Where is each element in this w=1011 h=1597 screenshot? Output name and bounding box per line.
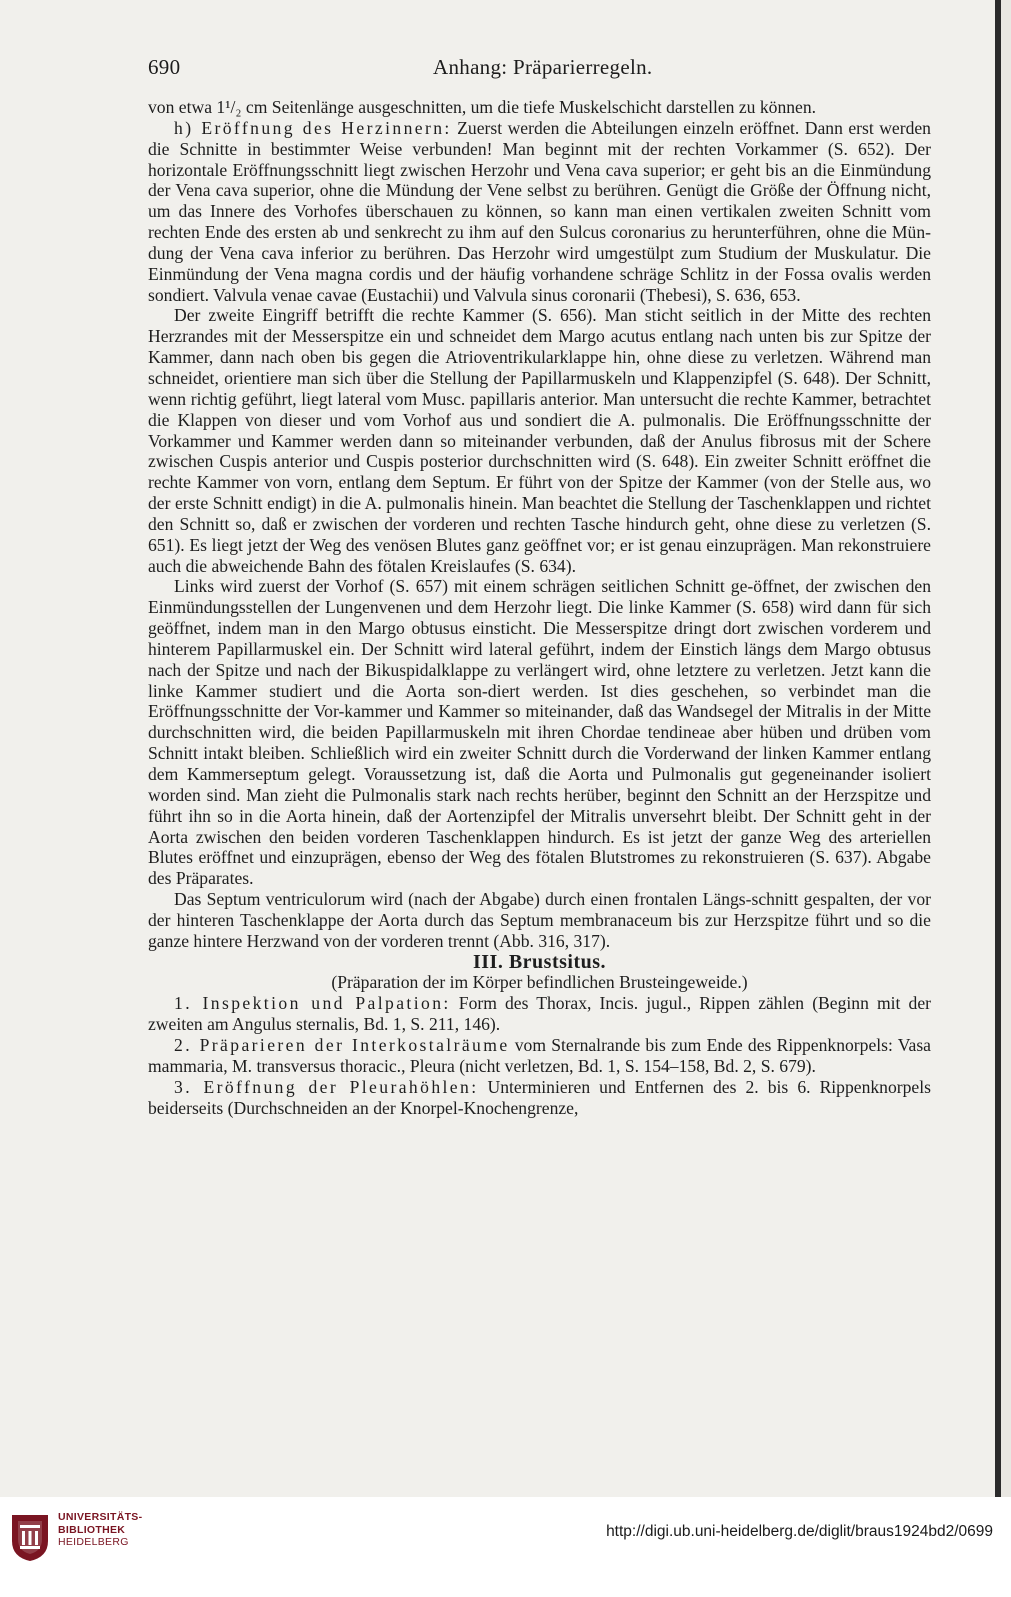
list-item-text: vom Sternalrande bis zum Ende des Rippenknorpels: Vasa mammaria, M. transversus thoracic., Pleura (nicht verletzen, Bd. 1, S. 154–158, Bd. 2, S. 679). — [148, 1034, 931, 1076]
logo-line: BIBLIOTHEK — [58, 1523, 126, 1536]
section-heading: III. Brustsitus. — [472, 950, 607, 973]
logo-line: HEIDELBERG — [58, 1536, 129, 1548]
list-item-text: Form des Thorax, Incis. jugul., Rippen zählen (Beginn mit der zweiten am Angulus sternalis, Bd. 1, S. 211, 146). — [148, 993, 931, 1035]
library-logo-text — [58, 1511, 142, 1549]
paragraph-lead: h) Eröffnung des Herzinnern: — [174, 117, 452, 138]
paragraph: Links wird zuerst der Vorhof (S. 657) mit einem schrägen seitlichen Schnitt ge-öffnet, der zwischen den Einmündungsstellen der Lungenvenen und dem Herzohr liegt. Die linke Kammer (S. 658) wird dann für sich geöffnet, indem man in den Margo obtusus einsticht. Die Messerspitze dringt dort zwischen vorderem und hinterem Papillarmuskel ein. Der Schnitt wird lateral geführt, indem der Einstich längs dem Margo obtusus nach der Spitze und nach der Bikuspidalklappe zu verlängert wird, ohne letztere zu verletzen. Jetzt kann die linke Kammer studiert und die Aorta son-diert werden. Ist dies geschehen, so verbindet man die Eröffnungsschnitte der Vor-kammer und Kammer so miteinander, daß das Wandsegel der Mitralis in der Mitte durchschnitten wird, die beiden Papillarmuskeln mit ihren Chordae tendineae aber hüben und drüben vom Schnitt intakt bleiben. Schließlich wird ein zweiter Schnitt durch die Vorderwand der linken Kammer entlang dem Kammerseptum gelegt. Voraussetzung ist, daß die Aorta und Pulmonalis gut gegeneinander isoliert worden sind. Man zieht die Pulmonalis stark nach rechts herüber, beginnt den Schnitt an der Herzspitze und führt ihn so in die Aorta hinein, daß der Aortenzipfel der Mitralis unversehrt bleibt. Der Schnitt geht in der Aorta zwischen den beiden vorderen Taschenklappen hindurch. Es ist jetzt der ganze Weg des arteriellen Blutes eröffnet und einzuprägen, ebenso der Weg des fötalen Blutstromes zu rekonstruieren (S. 637). Abgabe des Präparates. — [148, 576, 931, 889]
page-body — [148, 97, 931, 1118]
list-item-lead: 2. Präparieren der Interkostalräume — [174, 1034, 510, 1055]
source-url-link[interactable]: http://digi.ub.uni-heidelberg.de/diglit/braus1924bd2/0699 — [606, 1523, 993, 1540]
paragraph-text: Zuerst werden die Abteilungen einzeln eröffnet. Dann erst werden die Schnitte in bestimmter Weise verbunden! Man beginnt mit der rechten Vorkammer (S. 652). Der horizontale Eröffnungsschnitt liegt zwischen Herzohr und Vena cava superior; er geht bis an die Einmündung der Vena cava superior, ohne die Mündung der Vene selbst zu berühren. Genügt die Größe der Öffnung nicht, um das Innere des Vorhofes überschauen zu können, so kann man einen vertikalen zweiten Schnitt vom rechten Ende des ersten ab und senkrecht zu ihm auf den Sulcus coronarius zu herunterführen, ohne die Mün-dung der Vena cava inferior zu berühren. Das Herzohr wird umgestülpt zum Studium der Muskulatur. Die Einmündung der Vena magna cordis und der häufig vorhandene schräge Schlitz in der Fossa ovalis werden sondiert. Valvula venae cavae (Eustachii) und Valvula sinus coronarii (Thebesi), S. 636, 653. — [148, 117, 931, 305]
list-item-lead: 3. Eröffnung der Pleurahöhlen: — [174, 1076, 479, 1097]
paragraph — [148, 118, 931, 306]
list-item — [148, 1035, 931, 1077]
paragraph: Der zweite Eingriff betrifft die rechte Kammer (S. 656). Man sticht seitlich in der Mitte des rechten Herzrandes mit der Messerspitze ein und schneidet dem Margo acutus entlang nach unten bis zur Spitze der Kammer, dann nach oben bis gegen die Atrioventrikularklappe hin, ohne diese zu verletzen. Während man schneidet, orientiere man sich über die Stellung der Papillarmuskeln und Klappenzipfel (S. 648). Der Schnitt, wenn richtig geführt, liegt lateral vom Musc. papillaris anterior. Man untersucht die rechte Kammer, betrachtet die Klappen von dieser und vom Vorhof aus und sondiert die A. pulmonalis. Die Eröffnungsschnitte der Vorkammer und Kammer werden dann so miteinander verbunden, daß der Anulus fibrosus mit der Schere zwischen Cuspis anterior und Cuspis posterior durchschnitten wird (S. 648). Ein zweiter Schnitt eröffnet die rechte Kammer von vorn, entlang dem Septum. Er führt von der Spitze der Kammer (von der Stelle aus, wo der erste Schnitt endigt) in die A. pulmonalis hinein. Man beachtet die Stellung der Taschenklappen und richtet den Schnitt so, daß er zwischen der vorderen und rechten Tasche hindurch geht, ohne diese zu verletzen (S. 651). Es liegt jetzt der Weg des venösen Blutes ganz geöffnet vor; er ist genau einzuprägen. Man rekonstruiere auch die abweichende Bahn des fötalen Kreislaufes (S. 634). — [148, 305, 931, 576]
paragraph: Das Septum ventriculorum wird (nach der Abgabe) durch einen frontalen Längs-schnitt gespalten, der vor der hinteren Taschenklappe der Aorta durch das Septum membranaceum bis zur Herzspitze führt und so die ganze hintere Herzwand von der vorderen trennt (Abb. 316, 317). — [148, 889, 931, 951]
footer-bar — [0, 1497, 1011, 1597]
paragraph: von etwa 1¹/₂ cm Seitenlänge ausgeschnitten, um die tiefe Muskelschicht darstellen zu können. — [148, 97, 817, 117]
page-number: 690 — [148, 55, 181, 79]
list-item-lead: 1. Inspektion und Palpation: — [174, 993, 451, 1014]
list-item — [148, 993, 931, 1035]
list-item — [148, 1077, 931, 1119]
logo-line: UNIVERSITÄTS- — [58, 1511, 143, 1523]
running-title: Anhang: Präparierregeln. — [433, 55, 653, 79]
section-subheading: (Präparation der im Körper befindlichen Brusteingeweide.) — [331, 972, 748, 993]
page-header — [148, 55, 928, 83]
university-seal-icon — [10, 1511, 50, 1563]
list-item-text: Unterminieren und Entfernen des 2. bis 6. Rippenknorpels beiderseits (Durchschneiden an der Knorpel-Knochengrenze, — [148, 1076, 931, 1118]
